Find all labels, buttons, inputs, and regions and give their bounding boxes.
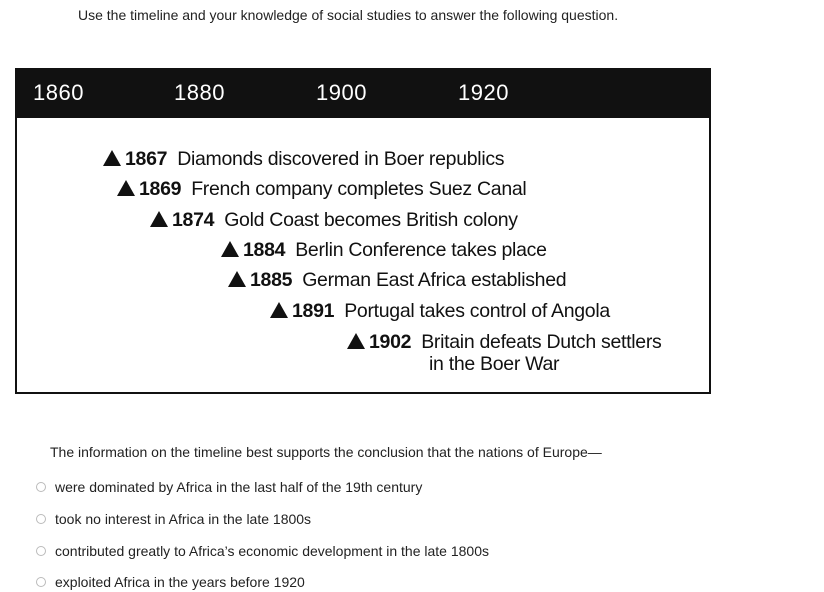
event-description: Portugal takes control of Angola — [344, 300, 610, 322]
event-description: German East Africa established — [302, 269, 567, 291]
triangle-marker-icon — [221, 241, 239, 257]
event-year: 1884 — [243, 239, 286, 261]
event-description: French company completes Suez Canal — [191, 178, 527, 200]
timeline-event-1891 — [270, 300, 610, 322]
answer-choice-4[interactable] — [36, 574, 305, 590]
timeline-year-1860: 1860 — [33, 80, 84, 105]
triangle-marker-icon — [228, 271, 246, 287]
instruction-text: Use the timeline and your knowledge of social studies to answer the following question. — [78, 7, 619, 23]
answer-choice-3[interactable] — [36, 543, 489, 559]
question-text: The information on the timeline best supports the conclusion that the nations of Europe— — [50, 444, 602, 460]
timeline-event-1867 — [103, 148, 504, 170]
answer-choice-label: exploited Africa in the years before 1920 — [55, 574, 305, 590]
timeline-figure — [15, 68, 711, 394]
triangle-marker-icon — [117, 180, 135, 196]
event-description: Diamonds discovered in Boer republics — [177, 148, 505, 170]
event-description-continued: in the Boer War — [429, 353, 560, 375]
timeline-event-1869 — [117, 178, 526, 200]
event-year: 1891 — [292, 300, 335, 322]
timeline-event-1884 — [221, 239, 547, 261]
event-year: 1874 — [172, 209, 215, 231]
event-year: 1867 — [125, 148, 168, 170]
timeline-year-1920: 1920 — [458, 80, 509, 105]
triangle-marker-icon — [150, 211, 168, 227]
event-description: Gold Coast becomes British colony — [224, 209, 518, 231]
timeline-event-1885 — [228, 269, 566, 291]
radio-button[interactable] — [36, 482, 46, 492]
timeline-header — [17, 70, 709, 118]
timeline-year-1880: 1880 — [174, 80, 225, 105]
event-year: 1869 — [139, 178, 182, 200]
radio-button[interactable] — [36, 577, 46, 587]
answer-choice-1[interactable] — [36, 479, 422, 495]
answer-choice-label: took no interest in Africa in the late 1800s — [55, 511, 312, 527]
radio-button[interactable] — [36, 546, 46, 556]
answer-choice-label: were dominated by Africa in the last half of the 19th century — [55, 479, 423, 495]
radio-button[interactable] — [36, 514, 46, 524]
timeline-event-1902 — [347, 331, 662, 375]
triangle-marker-icon — [103, 150, 121, 166]
timeline-year-1900: 1900 — [316, 80, 367, 105]
triangle-marker-icon — [347, 333, 365, 349]
event-year: 1885 — [250, 269, 293, 291]
answer-choice-label: contributed greatly to Africa’s economic development in the late 1800s — [55, 543, 489, 559]
timeline-event-1874 — [150, 209, 518, 231]
answer-choice-2[interactable] — [36, 511, 311, 527]
event-description: Britain defeats Dutch settlers — [421, 331, 662, 353]
event-year: 1902 — [369, 331, 412, 353]
event-description: Berlin Conference takes place — [295, 239, 547, 261]
triangle-marker-icon — [270, 302, 288, 318]
